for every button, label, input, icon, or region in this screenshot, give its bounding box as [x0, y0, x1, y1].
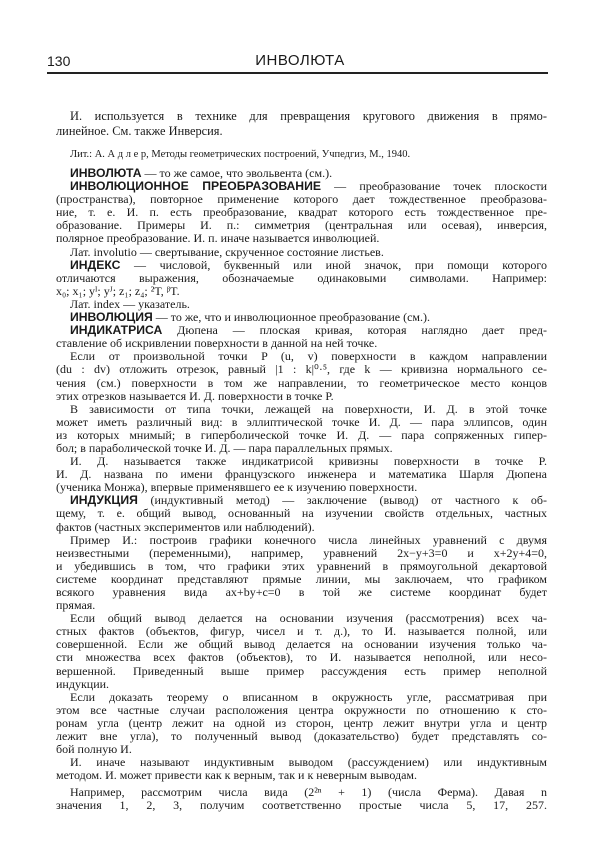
- paragraph: [56, 403, 547, 455]
- line-text: И. используется в технике для превращения кругового движения в прямо-: [70, 109, 547, 123]
- line-text: бол; в параболической точке И. Д. — пара параллельных прямых.: [56, 440, 393, 455]
- line-text: В зависимости от типа точки, лежащей на поверхности, И. Д. в этой точке: [70, 401, 547, 416]
- line-text: ронам угла (центр лежит на одной из сторон, центр лежит внутри угла и центр: [56, 715, 547, 730]
- line-text: Лат. involutio — свертывание, скрученное состояние листьев.: [70, 244, 384, 259]
- line-text: И. Д. называется также индикатрисой кривизны поверхности в точке P.: [70, 454, 547, 469]
- text-line: [56, 148, 547, 161]
- paragraph: [56, 148, 547, 161]
- line-text: лежит вне угла), то полученный вывод (доказательство) будет представлять со-: [56, 729, 547, 744]
- paragraph: [56, 786, 547, 812]
- headword: ИНДЕКС: [70, 257, 121, 272]
- line-text: — то же, что и инволюционное преобразование (см.).: [152, 310, 431, 325]
- header-rule: [47, 72, 548, 74]
- line-text: значения 1, 2, 3, получим соответственно простые числа 5, 17, 257.: [56, 798, 547, 813]
- continuation-block: [56, 786, 547, 812]
- line-text: бой полную И.: [56, 742, 132, 757]
- line-text: Лат. index — указатель.: [70, 296, 190, 311]
- line-text: и убедившись в том, что графики этих уравнений в прямоугольной декартовой: [56, 558, 547, 573]
- line-text: (индуктивный метод) — заключение (вывод) от частного к об-: [137, 493, 547, 508]
- line-text: чения (см.) поверхности в том же направлении, то геометрическое место концов: [56, 375, 547, 390]
- dictionary-entry: [56, 180, 547, 245]
- line-text: — числовой, буквенный или иной значок, при помощи которого: [120, 257, 547, 272]
- text-line: [56, 665, 547, 678]
- line-text: — преобразование точек плоскости: [321, 179, 547, 194]
- text-line: [56, 586, 547, 599]
- line-text: фактов (частных экспериментов или наблюдений).: [56, 519, 315, 534]
- line-text: индукции.: [56, 676, 110, 691]
- line-text: методом. И. может привести как к верным, так и к неверным выводам.: [56, 768, 418, 783]
- text-line: [56, 799, 547, 812]
- paragraph: [56, 691, 547, 756]
- line-text: И. иначе называют индуктивным выводом (рассуждением) или индуктивным: [70, 755, 547, 770]
- line-text: И. Д. названа по имени французского инженера и математика Шарля Дюпена: [56, 467, 547, 482]
- headword: ИНДИКАТРИСА: [70, 323, 163, 338]
- line-text: этих отрезков называется И. Д. поверхности в точке P.: [56, 388, 334, 403]
- line-text: линейное. См. также Инверсия.: [56, 124, 223, 138]
- headword: ИНВОЛЮЦИОННОЕ ПРЕОБРАЗОВАНИЕ: [70, 179, 322, 194]
- text-line: [56, 769, 547, 782]
- line-text: Например, рассмотрим числа вида (2²ⁿ + 1) (числа Ферма). Давая n: [70, 785, 547, 799]
- line-text: Если доказать теорему о вписанном в окружность угле, рассматривая при: [70, 689, 547, 704]
- entries-block: [56, 167, 547, 782]
- line-text: Лит.: А. А д л е р, Методы геометрических построений, Учпедгиз, М., 1940.: [70, 149, 411, 160]
- line-text: — то же самое, что эвольвента (см.).: [141, 166, 333, 180]
- headword: ИНВОЛЮТА: [70, 166, 142, 180]
- line-text: x₀; x₁; yᴵ; yᴶ; z₁; z₄; ²T, ᵝT.: [56, 283, 180, 298]
- headword: ИНДУКЦИЯ: [70, 493, 138, 508]
- line-text: Дюпена — плоская кривая, которая наглядно дает пред-: [162, 323, 547, 338]
- intro-block: [56, 109, 547, 139]
- dictionary-entry: [56, 494, 547, 533]
- paragraph: [56, 612, 547, 691]
- headword: ИНВОЛЮЦИЯ: [70, 310, 153, 325]
- dictionary-entry: [56, 324, 547, 350]
- line-text: этом все частные случаи расположения центра окружности по отношению к сто-: [56, 702, 547, 717]
- line-text: может иметь различный вид: в эллиптической точке И. Д. — пара эллипсов, один: [56, 414, 547, 429]
- literature-block: [56, 148, 547, 161]
- paragraph: [56, 350, 547, 402]
- text-line: [56, 124, 547, 139]
- text-line: [56, 109, 547, 124]
- paragraph: [56, 109, 547, 139]
- line-text: отличаются выражения, обозначаемые одинаковыми символами. Например:: [56, 270, 547, 285]
- line-text: совершенной. Если же общий вывод делается на основании изучения только ча-: [56, 637, 547, 652]
- line-text: из которых мнимый; в гиперболической точке И. Д. — пара сопряженных гипер-: [56, 427, 547, 442]
- paragraph: [56, 534, 547, 613]
- line-text: ние, т. е. И. п. есть преобразование, квадрат которого есть тождественное пре-: [56, 205, 547, 220]
- line-text: сти множества всех фактов (объектов), то И. называется неполной, или несо-: [56, 650, 547, 665]
- line-text: (du : dv) отложить отрезок, равный |1 : k|⁰·⁵, где k — кривизна нормального се-: [56, 362, 547, 377]
- line-text: прямая.: [56, 598, 96, 613]
- line-text: Если от произвольной точки P (u, v) поверхности в каждом направлении: [70, 349, 547, 364]
- line-text: всякого уравнения вида ax+by+c=0 в той же системе координат будет: [56, 585, 547, 599]
- line-text: Пример И.: построив графики конечного числа линейных уравнений с двумя: [70, 532, 547, 547]
- line-text: (пространства), повторное применение которого дает тождественное преобразова-: [56, 192, 547, 207]
- line-text: системе координат представляют прямые линии, мы заключаем, что графиком: [56, 571, 547, 586]
- page-number: 130: [47, 53, 71, 69]
- line-text: неизвестными (переменными), например, уравнений 2x−y+3=0 и x+2y+4=0,: [56, 545, 547, 560]
- paragraph: [56, 756, 547, 782]
- line-text: стных фактов (объектов, фигур, чисел и т. д.), то И. называется полной, или: [56, 624, 547, 639]
- paragraph: [56, 455, 547, 494]
- running-title: ИНВОЛЮТА: [255, 52, 345, 69]
- line-text: щему, т. е. общий вывод, основанный на изучении свойств отдельных, частных: [56, 506, 547, 521]
- dictionary-entry: [56, 259, 547, 298]
- line-text: полярное преобразование. И. п. иначе называется инволюцией.: [56, 231, 380, 246]
- line-text: (ученика Монжа), впервые применявшего ее к изучению поверхности.: [56, 480, 418, 495]
- line-text: ставление об искривлении поверхности в данной на ней точке.: [56, 336, 378, 351]
- line-text: образование. Примеры И. п.: симметрия (центральная или осевая), инверсия,: [56, 218, 547, 233]
- line-text: вершенной. Приведенный выше пример рассуждения есть пример неполной: [56, 663, 547, 678]
- line-text: Если общий вывод делается на основании изучения (рассмотрения) всех ча-: [70, 611, 547, 626]
